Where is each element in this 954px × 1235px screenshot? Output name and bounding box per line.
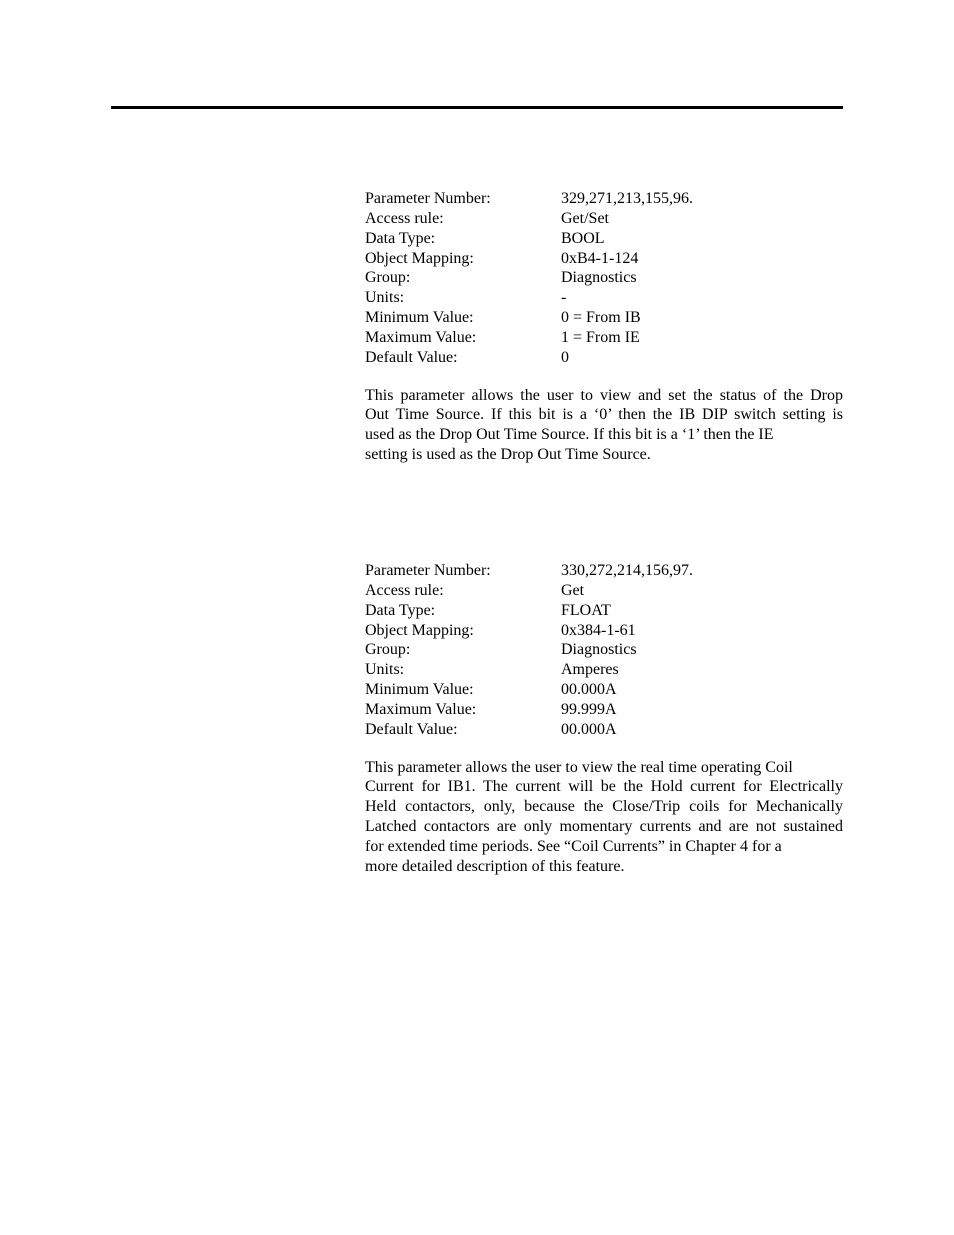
param-row-data-type: [365, 601, 845, 621]
param-value: Amperes: [561, 661, 619, 679]
parameter-block-ib1-coil-current: [365, 561, 845, 877]
param-value: BOOL: [561, 229, 605, 247]
param-value: 329,271,213,155,96.: [561, 190, 693, 207]
param-value: Diagnostics: [561, 269, 637, 287]
param-value: Diagnostics: [561, 641, 637, 659]
parameter-table: [365, 189, 845, 368]
description-line: Latched contactors are only momentary currents and are not sustained: [365, 818, 843, 836]
param-row-minimum-value: [365, 308, 845, 328]
param-label: Units:: [365, 289, 405, 307]
param-value: FLOAT: [561, 601, 611, 619]
param-value: 0xB4-1-124: [561, 249, 639, 267]
description-line: setting is used as the Drop Out Time Source.: [365, 446, 651, 464]
description-line: used as the Drop Out Time Source. If this bit is a ‘1’ then the IE: [365, 426, 774, 444]
param-label: Minimum Value:: [365, 681, 474, 699]
description-line: This parameter allows the user to view and set the status of the Drop: [365, 386, 843, 404]
param-row-number: [365, 561, 845, 581]
param-row-data-type: [365, 229, 845, 249]
param-row-units: [365, 660, 845, 680]
param-row-group: [365, 268, 845, 288]
param-value: -: [561, 289, 567, 307]
param-label: Default Value:: [365, 720, 458, 738]
param-value: Get: [561, 581, 585, 599]
param-label: Data Type:: [365, 229, 436, 247]
param-label: Object Mapping:: [365, 621, 474, 639]
parameter-description: [365, 758, 843, 877]
param-row-maximum-value: [365, 328, 845, 348]
param-value: 00.000A: [561, 720, 617, 738]
description-line: Out Time Source. If this bit is a ‘0’ then the IB DIP switch setting is: [365, 406, 843, 424]
param-label: Group:: [365, 641, 411, 659]
description-line: Held contactors, only, because the Close/Trip coils for Mechanically: [365, 798, 843, 816]
param-row-access-rule: [365, 581, 845, 601]
param-row-object-mapping: [365, 621, 845, 641]
param-row-number: [365, 189, 845, 209]
param-value: 330,272,214,156,97.: [561, 562, 693, 579]
param-label: Default Value:: [365, 348, 458, 366]
param-label: Access rule:: [365, 209, 444, 227]
param-label: Group:: [365, 269, 411, 287]
param-label: Maximum Value:: [365, 328, 477, 346]
param-label: Data Type:: [365, 601, 436, 619]
param-label: Parameter Number:: [365, 562, 491, 579]
parameter-description: [365, 386, 843, 465]
param-label: Object Mapping:: [365, 249, 474, 267]
param-label: Access rule:: [365, 581, 444, 599]
param-value: 1 = From IE: [561, 328, 640, 346]
param-row-minimum-value: [365, 680, 845, 700]
param-value: 99.999A: [561, 700, 617, 718]
param-row-maximum-value: [365, 700, 845, 720]
param-label: Maximum Value:: [365, 700, 477, 718]
param-row-units: [365, 288, 845, 308]
description-line: more detailed description of this feature.: [365, 857, 625, 875]
param-row-default-value: [365, 720, 845, 740]
parameter-table: [365, 561, 845, 740]
header-rule: [111, 106, 843, 109]
param-value: 0x384-1-61: [561, 621, 636, 639]
param-value: 0: [561, 348, 569, 366]
param-row-default-value: [365, 348, 845, 368]
description-line: for extended time periods. See “Coil Currents” in Chapter 4 for a: [365, 837, 782, 855]
param-value: 0 = From IB: [561, 309, 641, 327]
param-value: 00.000A: [561, 681, 617, 699]
description-line: This parameter allows the user to view the real time operating Coil: [365, 758, 793, 776]
param-label: Minimum Value:: [365, 309, 474, 327]
param-row-group: [365, 640, 845, 660]
param-row-access-rule: [365, 209, 845, 229]
description-line: Current for IB1. The current will be the Hold current for Electrically: [365, 778, 843, 796]
param-value: Get/Set: [561, 209, 609, 227]
param-row-object-mapping: [365, 249, 845, 269]
param-label: Parameter Number:: [365, 190, 491, 207]
param-label: Units:: [365, 661, 405, 679]
parameter-block-drop-out-time-source: [365, 189, 845, 465]
